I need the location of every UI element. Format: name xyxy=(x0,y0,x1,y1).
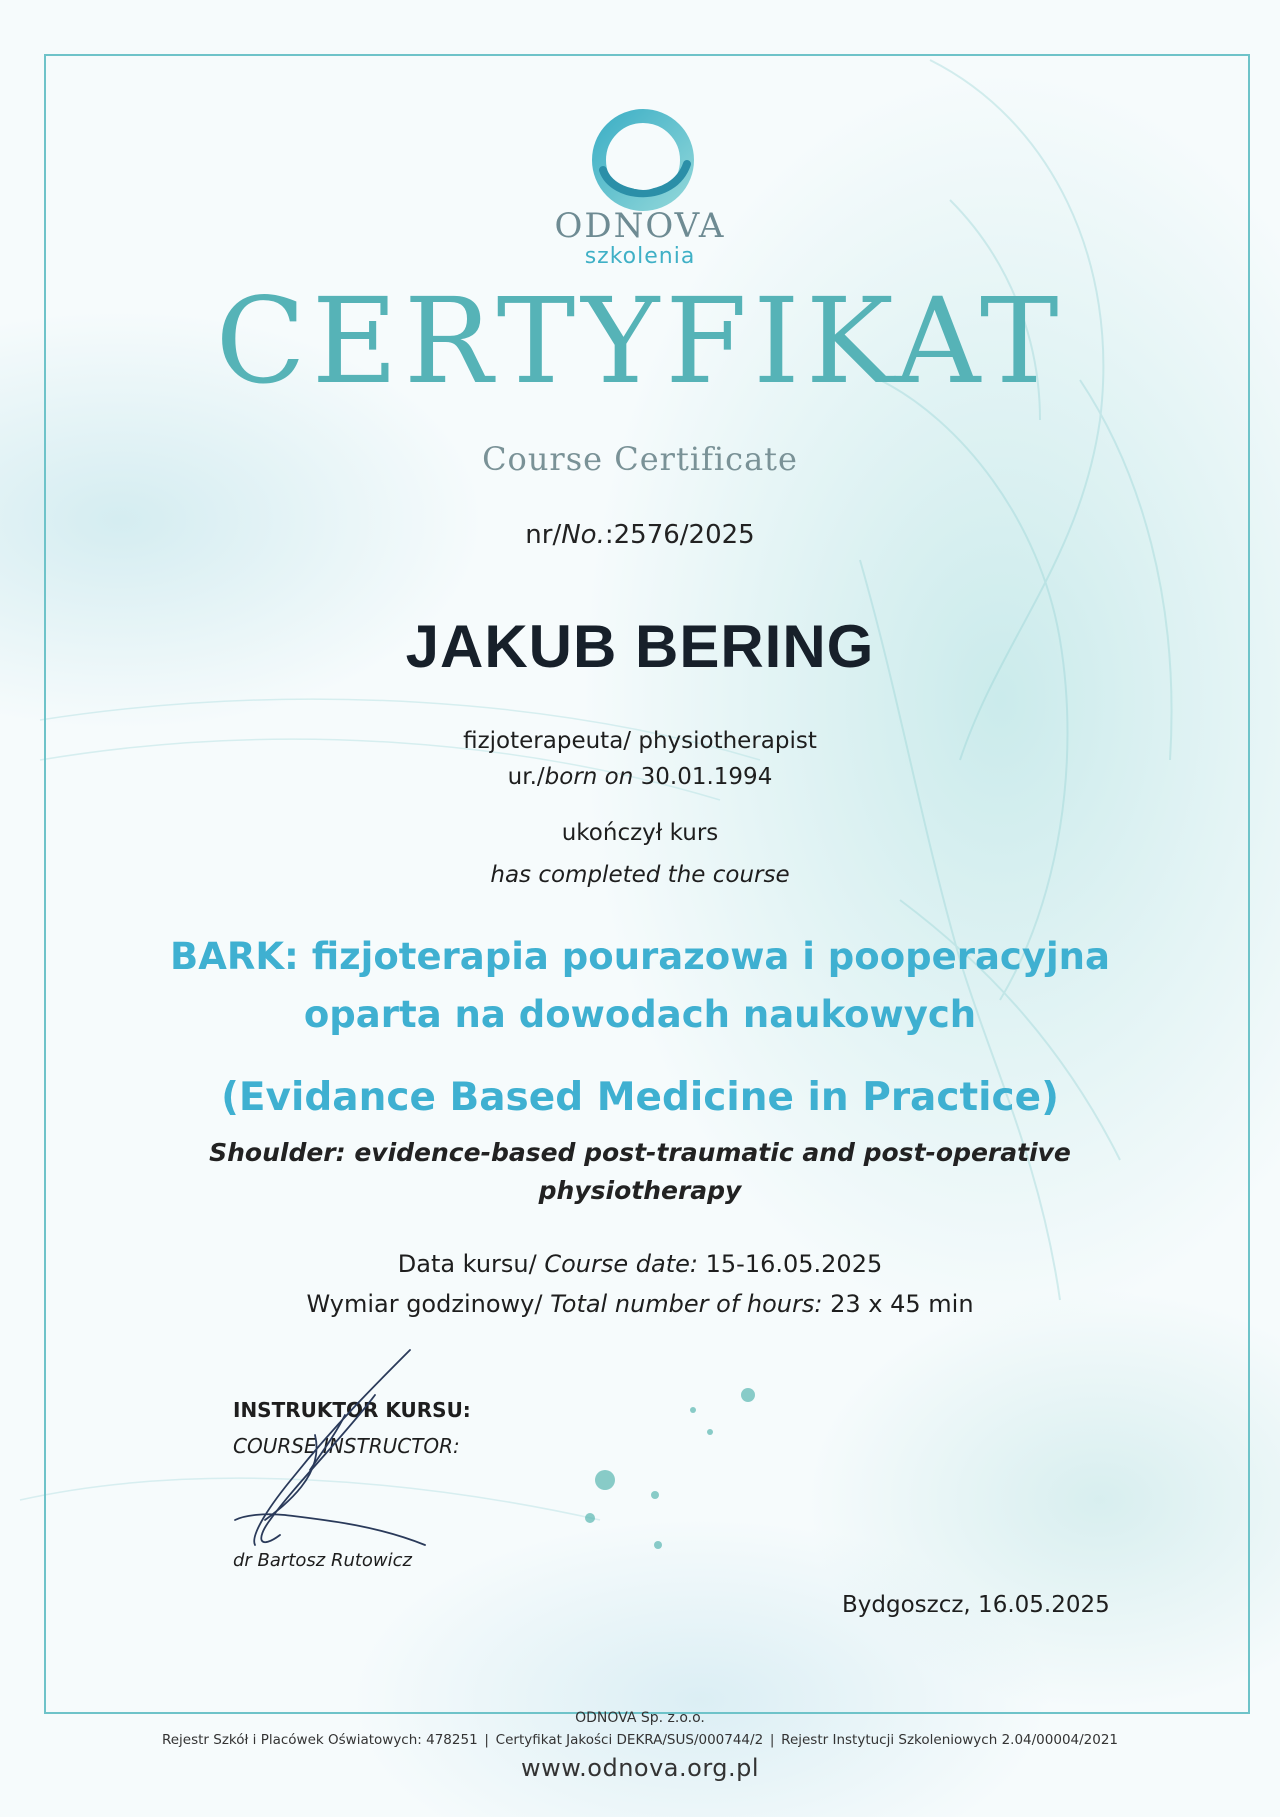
course-hours-label-pl: Wymiar godzinowy/ xyxy=(306,1290,551,1318)
course-title-en-line-2: physiotherapy xyxy=(538,1176,742,1205)
certificate-number xyxy=(0,520,1280,550)
issue-place-date: Bydgoszcz, 16.05.2025 xyxy=(842,1592,1110,1618)
certificate-subtitle: Course Certificate xyxy=(482,440,798,478)
instructor-name: dr Bartosz Rutowicz xyxy=(233,1550,412,1571)
footer-registry-1: Rejestr Szkół i Placówek Oświatowych: 478251 xyxy=(161,1732,478,1748)
footer-registry xyxy=(0,1732,1280,1748)
course-hours xyxy=(0,1290,1280,1318)
instructor-label-en: COURSE INSTRUCTOR: xyxy=(233,1434,460,1458)
certificate-number-value: :2576/2025 xyxy=(604,520,755,550)
certificate-title: CERTYFIKAT xyxy=(215,272,1065,410)
completion-text-pl: ukończył kurs xyxy=(561,820,719,846)
footer-company: ODNOVA Sp. z.o.o. xyxy=(575,1710,705,1726)
footer-website: www.odnova.org.pl xyxy=(520,1754,760,1782)
footer-separator: | xyxy=(484,1732,489,1748)
course-date-value: 15-16.05.2025 xyxy=(697,1250,883,1278)
certificate-number-prefix-en: No. xyxy=(561,520,605,550)
certificate-number-prefix: nr/ xyxy=(525,520,562,550)
born-label-en: born on xyxy=(544,764,634,790)
course-title-line-2: oparta na dowodach naukowych xyxy=(303,993,977,1036)
recipient-profession: fizjoterapeuta/ physiotherapist xyxy=(463,728,817,754)
completion-text-en: has completed the course xyxy=(490,862,790,888)
course-hours-label-en: Total number of hours: xyxy=(550,1290,823,1318)
brand-subtitle: szkolenia xyxy=(584,244,696,269)
born-prefix: ur./ xyxy=(507,764,545,790)
course-date-label-en: Course date: xyxy=(544,1250,698,1278)
footer-separator: | xyxy=(769,1732,775,1748)
course-date-label-pl: Data kursu/ xyxy=(397,1250,545,1278)
ring-swirl-logo-icon xyxy=(583,100,703,220)
footer-registry-2: Certyfikat Jakości DEKRA/SUS/000744/2 xyxy=(495,1732,764,1748)
brand-name: ODNOVA xyxy=(554,206,726,246)
course-title-en-line-1: Shoulder: evidence-based post-traumatic and post-operative xyxy=(209,1138,1071,1167)
born-value: 30.01.1994 xyxy=(633,764,773,790)
recipient-name: JAKUB BERING xyxy=(405,613,875,680)
footer-registry-3: Rejestr Instytucji Szkoleniowych 2.04/00004/2021 xyxy=(781,1732,1119,1748)
course-title-line-1: BARK: fizjoterapia pourazowa i pooperacyjna xyxy=(170,935,1110,978)
course-hours-value: 23 x 45 min xyxy=(822,1290,974,1318)
instructor-label-pl: INSTRUKTOR KURSU: xyxy=(233,1398,471,1422)
course-title-line-3: (Evidance Based Medicine in Practice) xyxy=(221,1075,1059,1120)
instructor-signature-icon xyxy=(225,1345,455,1575)
recipient-birthdate xyxy=(0,764,1280,790)
course-date xyxy=(0,1250,1280,1278)
